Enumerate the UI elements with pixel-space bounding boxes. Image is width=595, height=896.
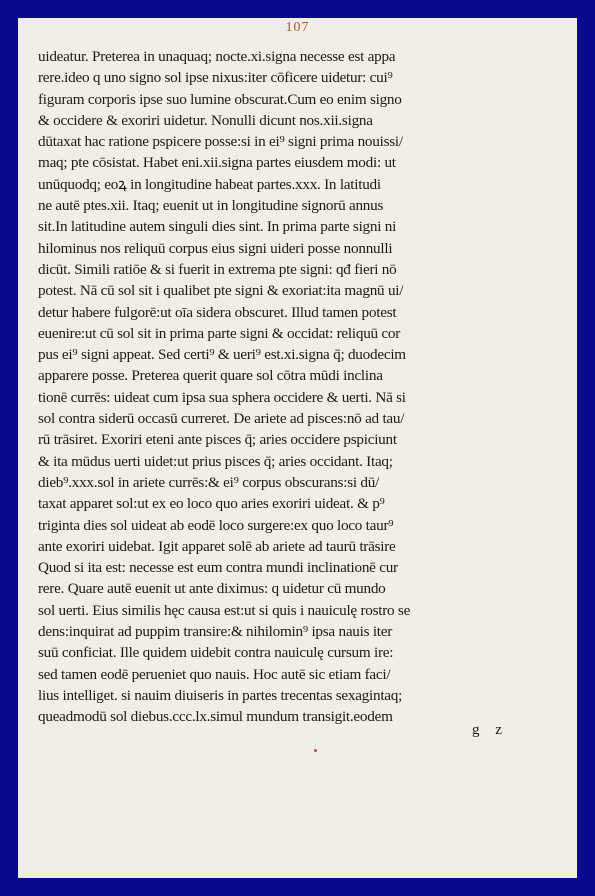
text-line: rere.ideo q uno signo sol ipse nixus:iter cōficere uidetur: cui⁹: [38, 69, 393, 87]
text-line: potest. Nā cū sol sit i qualibet pte signi & exoriat:ita magnū ui/: [38, 282, 404, 300]
text-line: sol uerti. Eius similis hęc causa est:ut si quis i nauiculę rostro se: [38, 601, 411, 619]
text-line: hilominus nos reliquū corpus eius signi uideri posse nonnulli: [38, 239, 393, 257]
text-line: apparere posse. Preterea querit quare sol cōtra mūdi inclina: [38, 367, 383, 385]
manuscript-page: [18, 18, 577, 878]
text-line: dens:inquirat ad puppim transire:& nihilomin⁹ ipsa nauis iter: [38, 623, 393, 641]
text-line: dieb⁹.xxx.sol in ariete currēs:& ei⁹ corpus obscurans:si dū/: [38, 473, 380, 491]
text-line: & occidere & exoriri uidetur. Nonulli dicunt nos.xii.signa: [38, 111, 373, 129]
text-line: sit.In latitudine autem singuli dies sint. In prima parte signi ni: [38, 218, 397, 236]
text-line: queadmodū sol diebus.ccc.lx.simul mundum transigit.eodem: [38, 708, 393, 726]
ink-dot: [314, 749, 317, 752]
page-number: 107: [285, 20, 310, 35]
text-line: rere. Quare autē euenit ut ante diximus: q uidetur cū mundo: [38, 580, 386, 598]
text-line: ne autē ptes.xii. Itaq; euenit ut in longitudine signorū annus: [38, 197, 384, 215]
text-line: sed tamen eodē perueniet quo nauis. Hoc autē sic etiam faci/: [38, 665, 391, 683]
text-line: detur habere fulgorē:ut oīa sidera obscuret. Illud tamen potest: [38, 303, 397, 321]
text-line: dūtaxat hac ratione pspicere posse:si in ei⁹ signi prima nouissi/: [38, 133, 403, 151]
text-line: maq; pte cōsistat. Habet eni.xii.signa partes eiusdem modi: ut: [38, 154, 396, 172]
text-line: triginta dies sol uideat ab eodē loco surgere:ex quo loco taur⁹: [38, 516, 394, 534]
text-line: uideatur. Preterea in unaquaq; nocte.xi.signa necesse est appa: [38, 48, 396, 65]
text-line: Quod si ita est: necesse est eum contra mundi inclinationē cur: [38, 559, 398, 577]
text-line: lius intelliget. si nauim diuiseris in partes trecentas sexagintaq;: [38, 686, 403, 704]
text-block: [38, 46, 522, 728]
text-line: & ita mūdus uerti uidet:ut prius pisces q̄; aries occidant. Itaq;: [38, 452, 393, 470]
text-line: dicūt. Simili ratiōe & si fuerit in extrema pte signi: qđ fieri nō: [38, 260, 397, 278]
text-line: rū trāsiret. Exoriri eteni ante pisces q̄; aries occidere pspiciunt: [38, 431, 397, 449]
signature-mark: g z: [472, 722, 508, 738]
text-line: euenire:ut cū sol sit in prima parte signi & occidat: reliquū cor: [38, 324, 401, 342]
text-line: unūquodq; eoꝝ in longitudine habeat partes.xxx. In latitudi: [38, 175, 381, 193]
text-line: figuram corporis ipse suo lumine obscurat.Cum eo enim signo: [38, 90, 402, 108]
text-line: sol contra siderū occasū curreret. De ariete ad pisces:nō ad tau/: [38, 410, 405, 428]
text-line: pus ei⁹ signi appeat. Sed certi⁹ & ueri⁹ est.xi.signa q̄; duodecim: [38, 346, 406, 364]
text-line: taxat apparet sol:ut ex eo loco quo aries exoriri uideat. & p⁹: [38, 495, 385, 513]
text-line: ante exoriri uidebat. Igit apparet solē ab ariete ad taurū trāsire: [38, 537, 396, 555]
text-line: tionē currēs: uideat cum ipsa sua sphera occidere & uerti. Nā si: [38, 388, 406, 406]
text-line: suū conficiat. Ille quidem uidebit contra nauiculę cursum ire:: [38, 644, 394, 662]
